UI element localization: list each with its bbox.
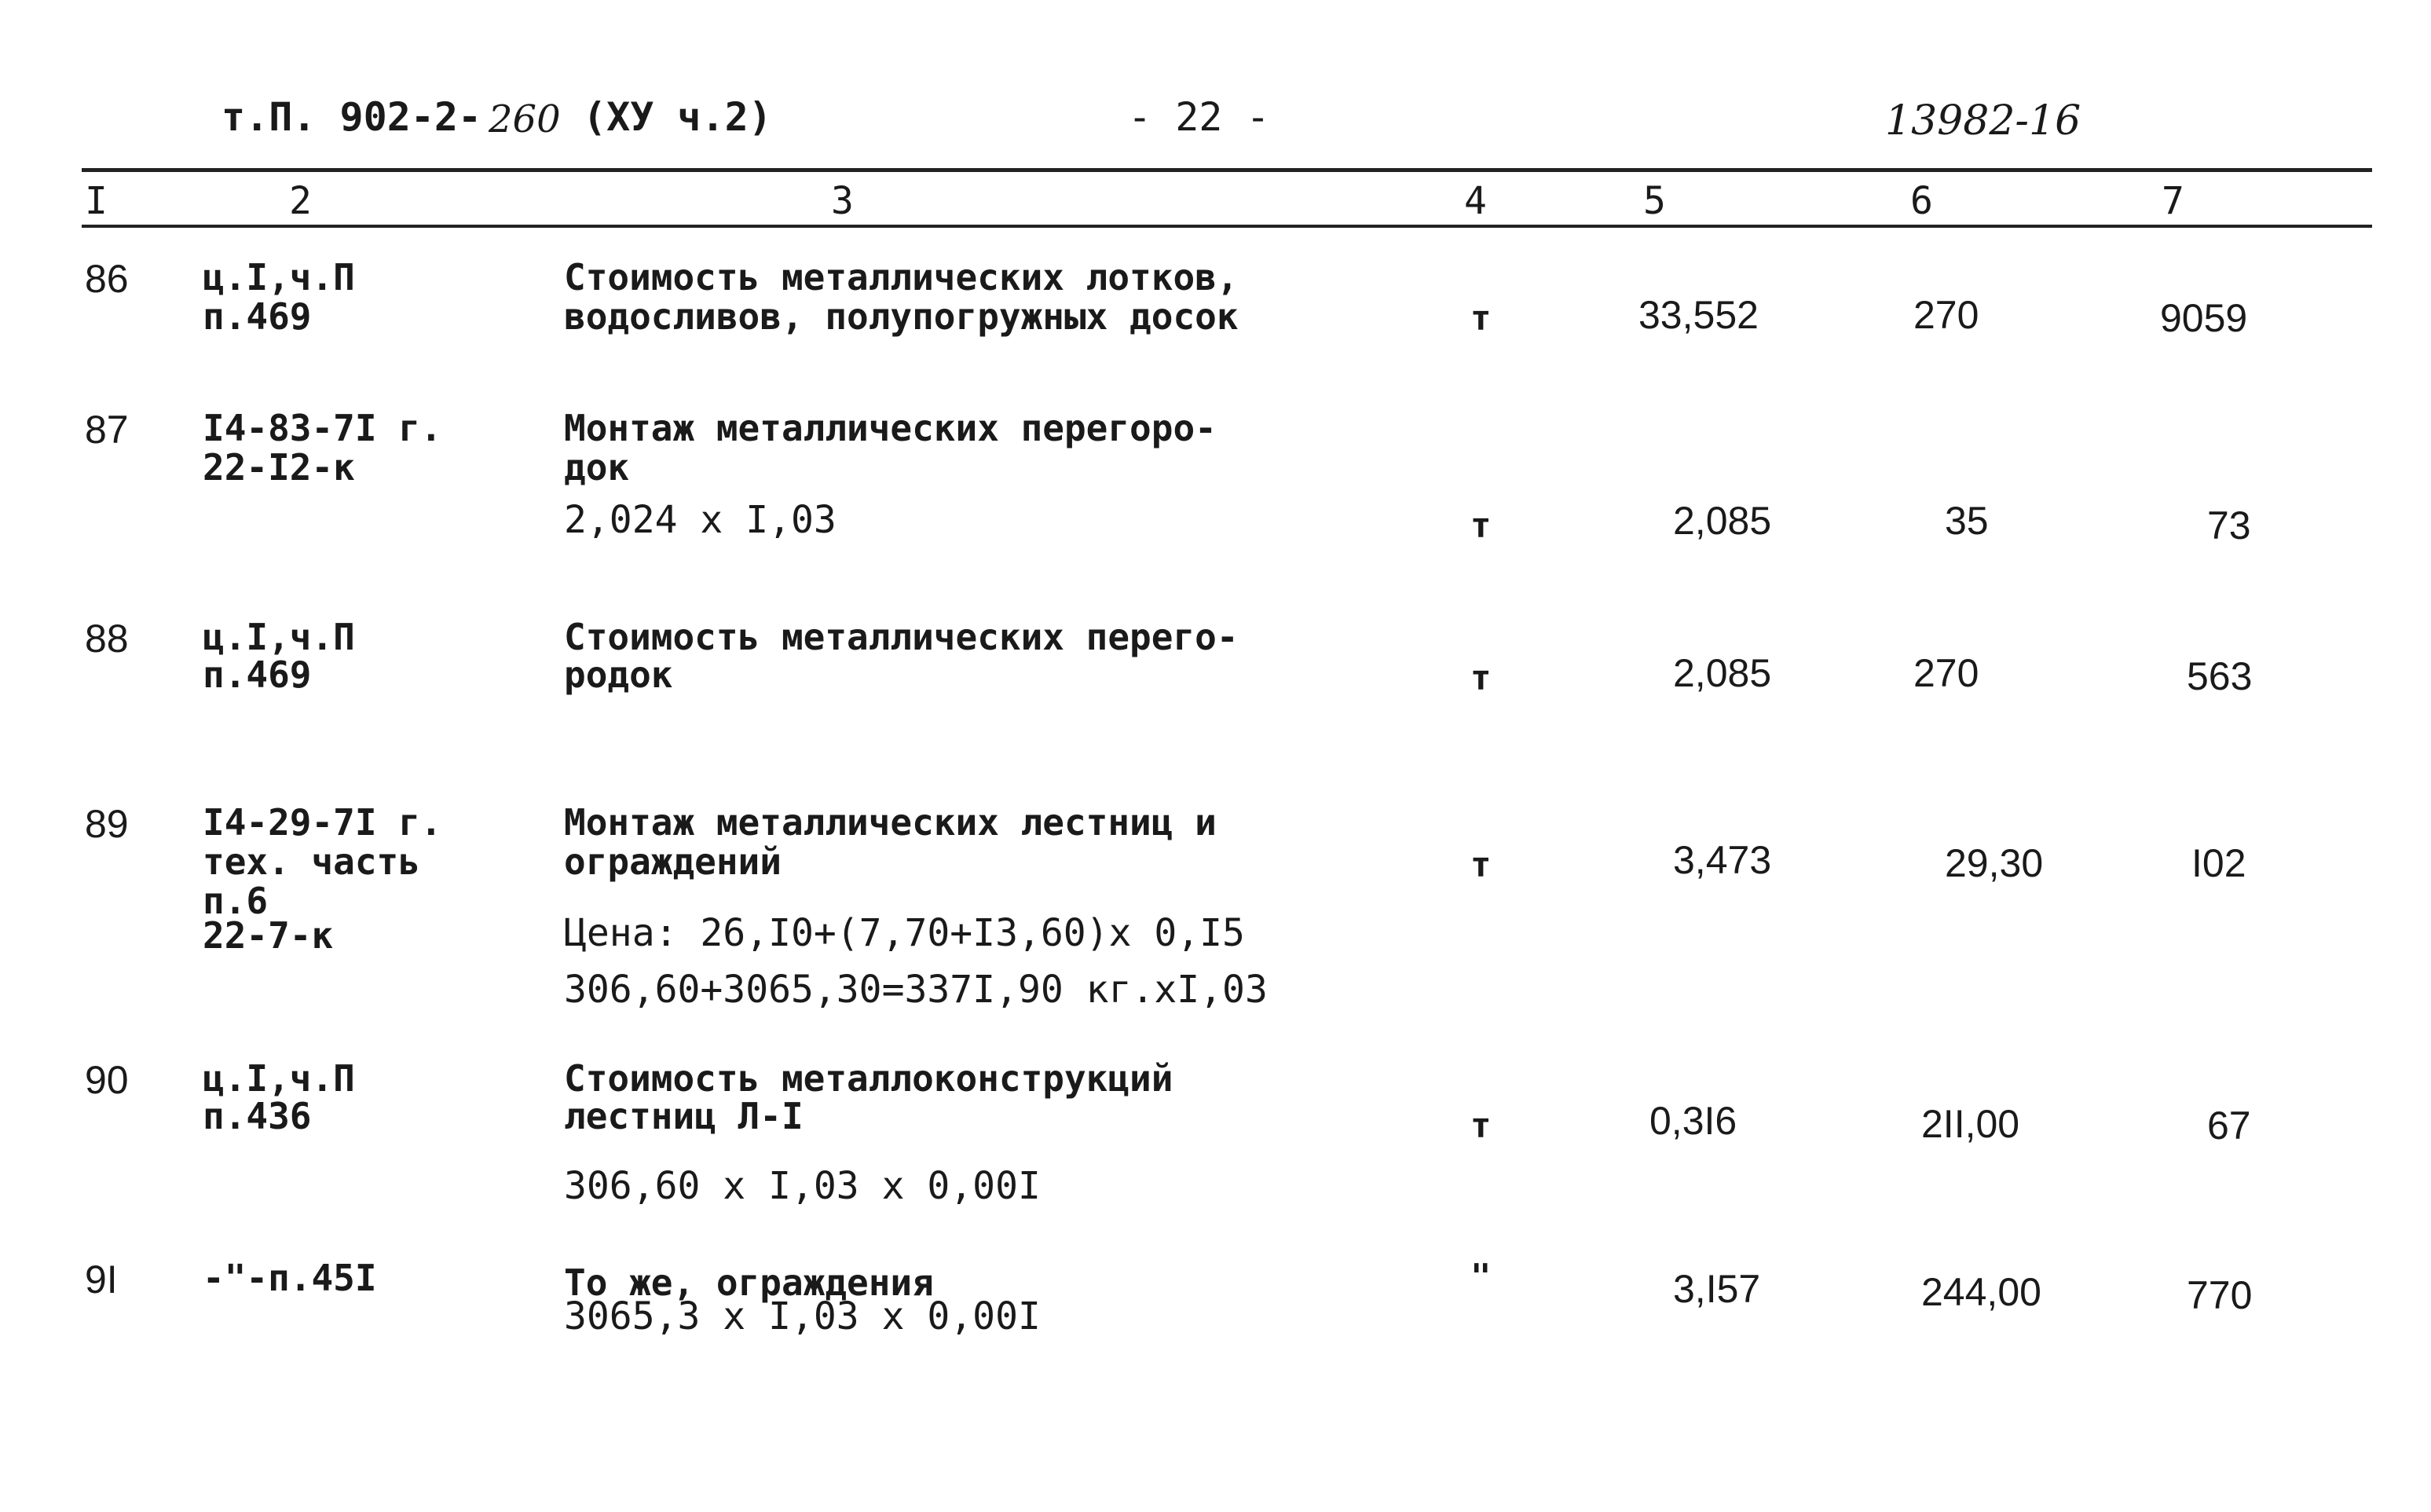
row-calculation-line: Цена: 26,I0+(7,70+I3,60)х 0,I5	[564, 911, 1245, 955]
row-description-line: док	[564, 446, 630, 489]
row-total: 770	[2187, 1273, 2253, 1317]
row-price: 2II,00	[1921, 1102, 2020, 1146]
row-total: 9059	[2160, 296, 2248, 340]
row-ref-line: 22-I2-к	[203, 446, 355, 489]
row-number: 86	[85, 257, 129, 301]
doc-suffix: (ХУ ч.2)	[583, 94, 772, 140]
row-ref-line: п.6	[203, 880, 269, 922]
row-price: 270	[1913, 293, 1979, 337]
row-ref-line: I4-83-7I г.	[203, 407, 442, 449]
row-description-line: То же, ограждения	[564, 1261, 934, 1304]
row-quantity: 2,085	[1673, 499, 1772, 543]
row-quantity: 33,552	[1638, 293, 1759, 337]
row-quantity: 0,3I6	[1649, 1099, 1737, 1143]
archive-code: 13982-16	[1885, 97, 2081, 145]
row-calculation-line: 306,60+3065,30=337I,90 кг.хI,03	[564, 968, 1268, 1012]
row-ref-line: -"-п.45I	[203, 1257, 377, 1299]
row-description-line: родок	[564, 653, 673, 696]
col-header-2: 2	[289, 179, 312, 223]
row-calculation-line: 3065,3 х I,03 х 0,00I	[564, 1294, 1041, 1338]
col-header-4: 4	[1464, 179, 1487, 223]
row-calculation-line: 306,60 х I,03 х 0,00I	[564, 1164, 1041, 1208]
row-ref-line: I4-29-7I г.	[203, 801, 442, 844]
row-unit: т	[1470, 658, 1492, 698]
row-ref-line: ц.I,ч.П	[203, 256, 355, 298]
row-price: 270	[1913, 651, 1979, 695]
row-ref-line: п.436	[203, 1095, 312, 1137]
row-unit-ditto: "	[1470, 1257, 1492, 1297]
doc-series-handwritten: 260	[489, 97, 561, 141]
row-unit: т	[1470, 845, 1492, 885]
header-rule-bottom	[82, 225, 2372, 228]
row-description-line: Стоимость металлоконструкций	[564, 1057, 1173, 1100]
row-price: 244,00	[1921, 1270, 2041, 1314]
row-ref-line: ц.I,ч.П	[203, 1057, 355, 1100]
col-header-6: 6	[1910, 179, 1933, 223]
row-unit: т	[1470, 298, 1492, 339]
row-description-line: Стоимость металлических перего-	[564, 616, 1239, 658]
row-description-line: лестниц Л-I	[564, 1095, 804, 1137]
row-ref-line: п.469	[203, 295, 312, 338]
row-description-line: водосливов, полупогружных досок	[564, 295, 1239, 338]
row-ref-line: 22-7-к	[203, 914, 334, 957]
col-header-1: I	[85, 179, 108, 223]
row-number: 88	[85, 617, 129, 661]
row-quantity: 3,I57	[1673, 1267, 1761, 1311]
row-description-line: Стоимость металлических лотков,	[564, 256, 1239, 298]
row-total: I02	[2191, 841, 2246, 885]
row-description-line: Монтаж металлических лестниц и	[564, 801, 1217, 844]
row-calculation-line: 2,024 х I,03	[564, 498, 837, 542]
col-header-7: 7	[2162, 179, 2184, 223]
col-header-5: 5	[1643, 179, 1666, 223]
row-total: 563	[2187, 654, 2253, 698]
col-header-3: 3	[831, 179, 854, 223]
row-unit: т	[1470, 1106, 1492, 1146]
doc-prefix: т.П. 902-2-	[221, 94, 482, 140]
row-number: 90	[85, 1058, 129, 1102]
row-ref-line: тех. часть	[203, 840, 420, 883]
row-description-line: ограждений	[564, 840, 782, 883]
row-number: 89	[85, 802, 129, 846]
row-description-line: Монтаж металлических перегоро-	[564, 407, 1217, 449]
row-total: 73	[2207, 503, 2251, 547]
row-unit: т	[1470, 506, 1492, 546]
row-quantity: 3,473	[1673, 838, 1772, 882]
row-ref-line: ц.I,ч.П	[203, 616, 355, 658]
header-rule-top	[82, 168, 2372, 172]
row-total: 67	[2207, 1104, 2251, 1148]
page-number: - 22 -	[1128, 94, 1270, 140]
row-price: 35	[1945, 499, 1989, 543]
row-ref-line: п.469	[203, 653, 312, 696]
row-number: 87	[85, 408, 129, 452]
row-price: 29,30	[1945, 841, 2044, 885]
row-quantity: 2,085	[1673, 651, 1772, 695]
row-number: 9I	[85, 1258, 118, 1301]
